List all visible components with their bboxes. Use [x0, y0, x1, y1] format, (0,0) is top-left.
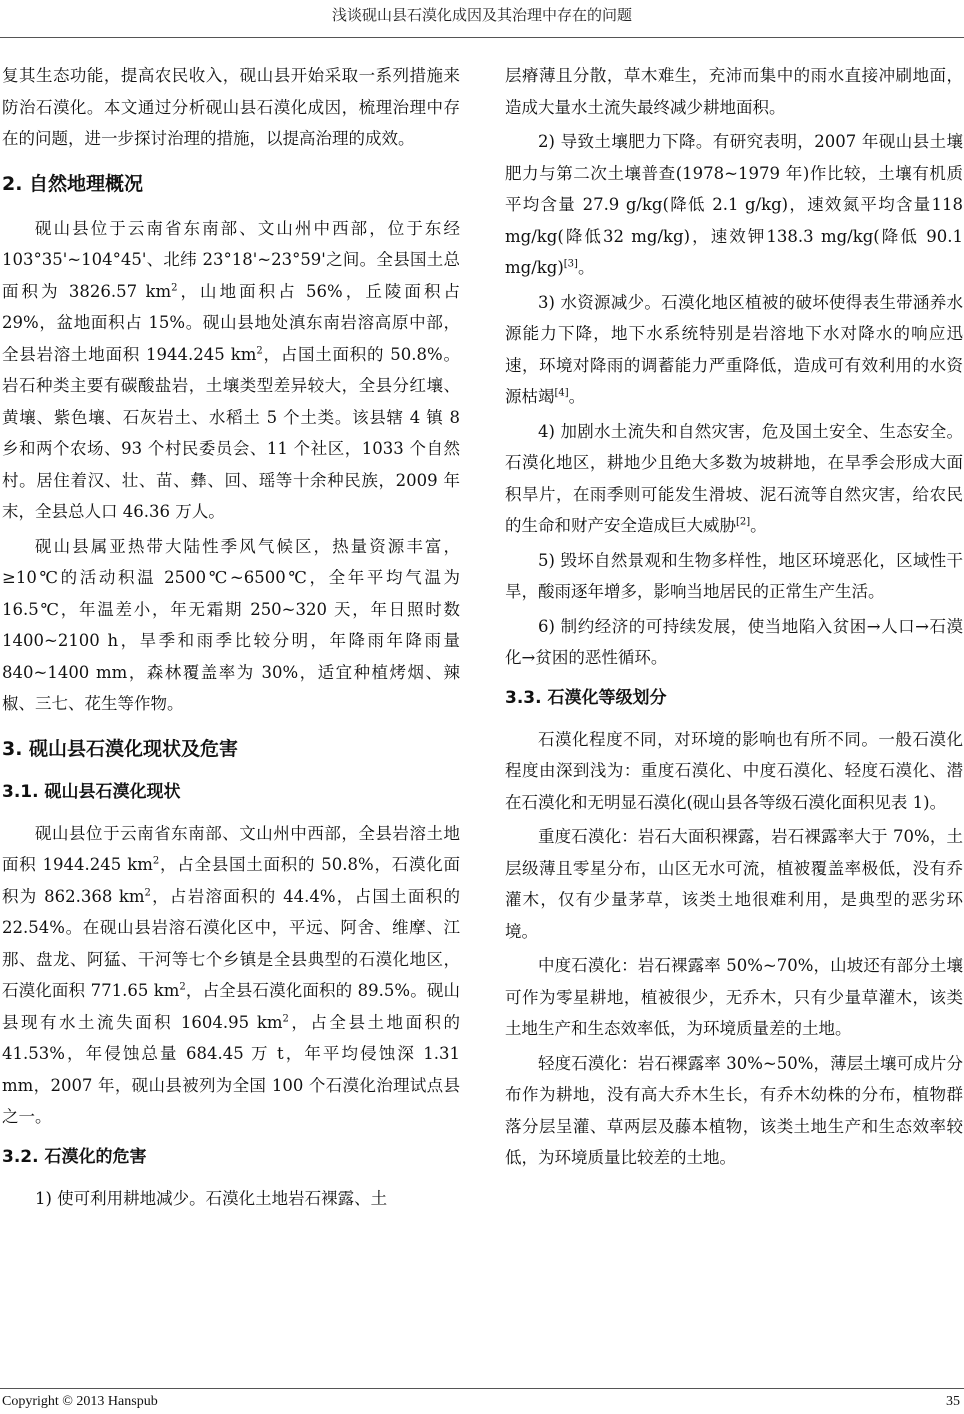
harm-item-5: 5) 毁坏自然景观和生物多样性，地区环境恶化，区域性干旱，酸雨逐年增多，影响当地居民的正常生产生活。 — [505, 550, 963, 601]
harm-item-1-continued: 层瘠薄且分散，草木难生，充沛而集中的雨水直接冲刷地面，造成大量水土流失最终减少耕地面积。 — [505, 66, 963, 117]
section-2-heading: 2. 自然地理概况 — [2, 172, 144, 195]
section-3-heading: 3. 砚山县石漠化现状及危害 — [2, 737, 239, 760]
light-grade-paragraph: 轻度石漠化：岩石裸露率 30%~50%，薄层土壤可成片分布作为耕地，没有高大乔木生长，有乔木幼株的分布，植物群落分层呈灌、草两层及藤本植物，该类土地生产和生态效率较低，为环境质量比较差的土地。 — [505, 1053, 963, 1167]
geography-paragraph-1: 砚山县位于云南省东南部、文山州中西部，位于东经 103°35'~104°45'、北纬 23°18'~23°59'之间。全县国土总面积为 3826.57 $km^2$，山地面积占 56%，丘陵面积占 29%，盆地面积占 15%。砚山县地处滇东南岩溶高原中部，全县岩溶土地面积 1944.245 $km^2$，占国土面积的 50.8%。岩石种类主要有碳酸盐岩，土壤类型差异较大，全县分红壤、黄壤、紫色壤、石灰岩土、水稻土 5 个土类。该县辖 4 镇 8 乡和两个农场、93 个村民委员会、11 个社区，1033 个自然村。居住着汉、壮、苗、彝、回、瑶等十余种民族，2009 年末，全县总人口 46.36 万人。 — [2, 218, 460, 521]
section-3-1-heading: 3.1. 砚山县石漠化现状 — [2, 781, 181, 802]
section-3-3-heading: 3.3. 石漠化等级划分 — [505, 687, 667, 708]
page-footer — [0, 1388, 964, 1414]
harm-item-3: 3) 水资源减少。石漠化地区植被的破坏使得表生带涵养水源能力下降，地下水系统特别是岩溶地下水对降水的响应迅速，环境对降雨的调蓄能力严重降低，造成可有效利用的水资源枯竭[4]。 — [505, 292, 963, 406]
running-title: 浅谈砚山县石漠化成因及其治理中存在的问题 — [331, 6, 632, 24]
severe-grade-paragraph: 重度石漠化：岩石大面积裸露，岩石裸露率大于 70%，土层级薄且零星分布，山区无水可流，植被覆盖率极低，没有乔灌木，仅有少量茅草，该类土地很难利用，是典型的恶劣环境。 — [505, 827, 963, 941]
section-3-2-heading: 3.2. 石漠化的危害 — [2, 1146, 147, 1167]
status-paragraph: 砚山县位于云南省东南部、文山州中西部，全县岩溶土地面积 1944.245 $km^2$，占全县国土面积的 50.8%，石漠化面积为 862.368 $km^2$，占岩溶面积的 44.4%，占国土面积的 22.54%。在砚山县岩溶石漠化区中，平远、阿舍、维摩、江那、盘龙、阿猛、干河等七个乡镇是全县典型的石漠化地区，石漠化面积 771.65 $km^2$，占全县石漠化面积的 89.5%。砚山县现有水土流失面积 1604.95 $km^2$，占全县土地面积的 41.53%，年侵蚀总量 684.45 万 t，年平均侵蚀深 1.31 mm，2007 年，砚山县被列为全国 100 个石漠化治理试点县之一。 — [2, 823, 461, 1126]
harm-item-4: 4) 加剧水土流失和自然灾害，危及国土安全、生态安全。石漠化地区，耕地少且绝大多数为坡耕地，在旱季会形成大面积旱片，在雨季则可能发生滑坡、泥石流等自然灾害，给农民的生命和财产安全造成巨大威胁[2]。 — [505, 421, 963, 535]
climate-paragraph: 砚山县属亚热带大陆性季风气候区，热量资源丰富，≥10℃的活动积温 2500℃~6500℃，全年平均气温为 16.5℃，年温差小，年无霜期 250~320 天，年日照时数 1400~2100 h，旱季和雨季比较分明，年降雨年降雨量 840~1400 mm，森林覆盖率为 30%，适宜种植烤烟、辣椒、三七、花生等作物。 — [2, 536, 460, 713]
harm-item-6: 6) 制约经济的可持续发展，使当地陷入贫困→人口→石漠化→贫困的恶性循环。 — [505, 616, 963, 667]
moderate-grade-paragraph: 中度石漠化：岩石裸露率 50%~70%，山坡还有部分土壤可作为零星耕地，植被很少，无乔木，只有少量草灌木，该类土地生产和生态效率低，为环境质量差的土地。 — [505, 956, 963, 1038]
page-number: 35 — [946, 1394, 960, 1409]
copyright-notice: Copyright © 2013 Hanspub — [2, 1394, 158, 1409]
citation-3: [3] — [563, 258, 578, 270]
running-header — [0, 0, 964, 38]
harm-item-1-start: 1) 使可利用耕地减少。石漠化土地岩石裸露、土 — [35, 1188, 388, 1208]
intro-paragraph: 复其生态功能，提高农民收入，砚山县开始采取一系列措施来防治石漠化。本文通过分析砚山县石漠化成因，梳理治理中存在的问题，进一步探讨治理的措施，以提高治理的成效。 — [2, 66, 460, 148]
right-column — [505, 60, 963, 1177]
grade-intro-paragraph: 石漠化程度不同，对环境的影响也有所不同。一般石漠化程度由深到浅为：重度石漠化、中度石漠化、轻度石漠化、潜在石漠化和无明显石漠化(砚山县各等级石漠化面积见表 1)。 — [505, 729, 963, 812]
citation-4: [4] — [554, 387, 569, 399]
left-column — [2, 60, 460, 1217]
harm-item-2: 2) 导致土壤肥力下降。有研究表明，2007 年砚山县土壤肥力与第二次土壤普查(1978~1979 年)作比较，土壤有机质平均含量 27.9 g/kg(降低 2.1 g/kg)，速效氮平均含量118 mg/kg(降低32 mg/kg)，速效钾138.3 mg/kg(降低 90.1 mg/kg)[3]。 — [505, 132, 963, 277]
citation-2: [2] — [736, 516, 751, 528]
